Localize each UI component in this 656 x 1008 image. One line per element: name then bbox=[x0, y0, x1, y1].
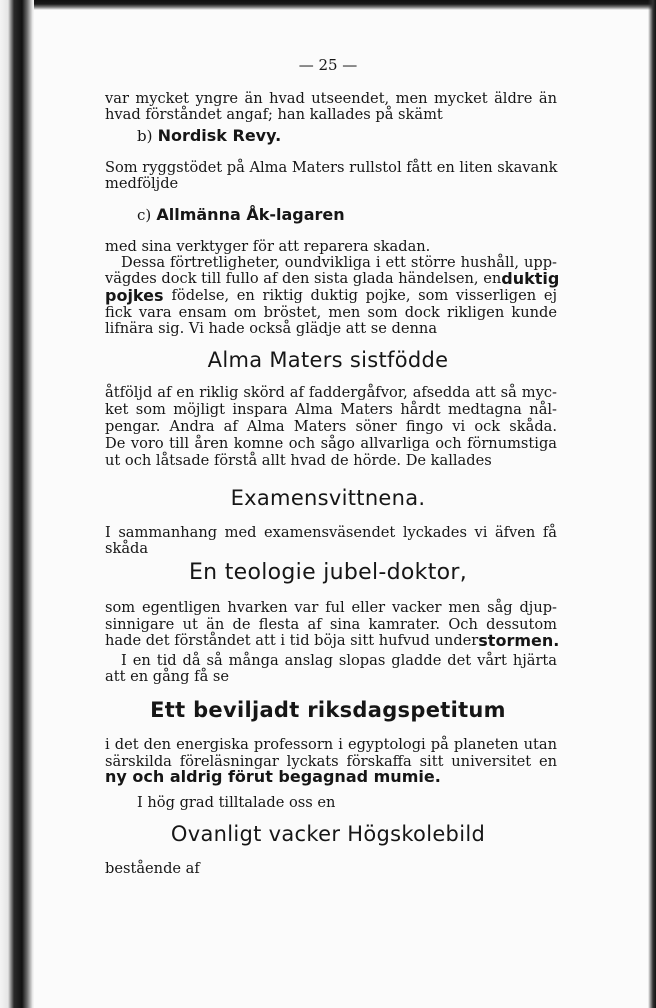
text-line: hvad förståndet angaf; han kallades på skämt bbox=[105, 106, 443, 123]
text-line: lifnära sig. Vi hade också glädje att se denna bbox=[105, 320, 438, 337]
emphasis-text: pojkes bbox=[105, 286, 164, 305]
list-item-b bbox=[137, 126, 281, 146]
text-line: Dessa förtretligheter, oundvikliga i ett större hushåll, upp- bbox=[121, 254, 557, 271]
text-line: åtföljd af en riklig skörd af faddergåfvor, afsedda att så myc- bbox=[105, 384, 557, 401]
list-letter: b) bbox=[137, 127, 153, 145]
text-line: I sammanhang med examensväsendet lyckades vi äfven få bbox=[105, 524, 557, 541]
text-line bbox=[105, 287, 557, 304]
text-fragment: vägdes dock till fullo af den sista glada händelsen, en bbox=[105, 270, 502, 287]
text-line: I hög grad tilltalade oss en bbox=[137, 794, 336, 811]
text-line: Som ryggstödet på Alma Maters rullstol fått en liten skavank bbox=[105, 159, 558, 176]
text-line: att en gång få se bbox=[105, 668, 230, 685]
text-fragment: hade det förståndet att i tid böja sitt hufvud under bbox=[105, 632, 479, 649]
page-number: — 25 — bbox=[298, 56, 358, 74]
list-item-title: Allmänna Åk-lagaren bbox=[156, 205, 345, 224]
text-line: särskilda föreläsningar lyckats förskaffa sitt universitet en bbox=[105, 753, 557, 770]
text-line: var mycket yngre än hvad utseendet, men mycket äldre än bbox=[105, 90, 557, 107]
text-line: medföljde bbox=[105, 175, 179, 192]
emphasis-text: duktig bbox=[501, 269, 560, 288]
text-line: I en tid då så många anslag slopas gladde det vårt hjärta bbox=[121, 652, 557, 669]
section-heading: En teologie jubel-doktor, bbox=[188, 560, 468, 585]
emphasis-line: ny och aldrig förut begagnad mumie. bbox=[105, 767, 441, 786]
list-item-title: Nordisk Revy. bbox=[157, 126, 282, 145]
text-line: i det den energiska professorn i egyptologi på planeten utan bbox=[105, 736, 557, 753]
text-line bbox=[105, 631, 560, 650]
text-line: ut och låtsade förstå allt hvad de hörde. De kallades bbox=[105, 452, 492, 469]
section-heading: Alma Maters sistfödde bbox=[207, 348, 449, 372]
list-item-c bbox=[137, 205, 345, 225]
emphasis-text: stormen. bbox=[478, 631, 560, 650]
text-line: bestående af bbox=[105, 860, 200, 877]
text-line: sinnigare ut än de flesta af sina kamrater. Och dessutom bbox=[105, 616, 557, 633]
text-line: De voro till åren komne och sågo allvarliga och förnumstiga bbox=[105, 435, 557, 452]
section-heading: Examensvittnena. bbox=[230, 486, 426, 510]
text-line: ket som möjligt inspara Alma Maters hårdt medtagna nål- bbox=[105, 401, 557, 418]
text-line: fick vara ensam om bröstet, men som dock rikligen kunde bbox=[105, 304, 557, 321]
text-line: pengar. Andra af Alma Maters söner fingo vi ock skåda. bbox=[105, 418, 557, 435]
text-line: med sina verktyger för att reparera skadan. bbox=[105, 238, 431, 255]
list-letter: c) bbox=[137, 206, 152, 224]
text-line: skåda bbox=[105, 540, 149, 557]
section-heading: Ett beviljadt riksdagspetitum bbox=[150, 698, 506, 722]
text-line bbox=[105, 269, 560, 288]
text-fragment: födelse, en riktig duktig pojke, som visserligen ej bbox=[171, 287, 557, 304]
section-heading: Ovanligt vacker Högskolebild bbox=[170, 822, 486, 846]
text-line: som egentligen hvarken var ful eller vacker men såg djup- bbox=[105, 599, 557, 616]
